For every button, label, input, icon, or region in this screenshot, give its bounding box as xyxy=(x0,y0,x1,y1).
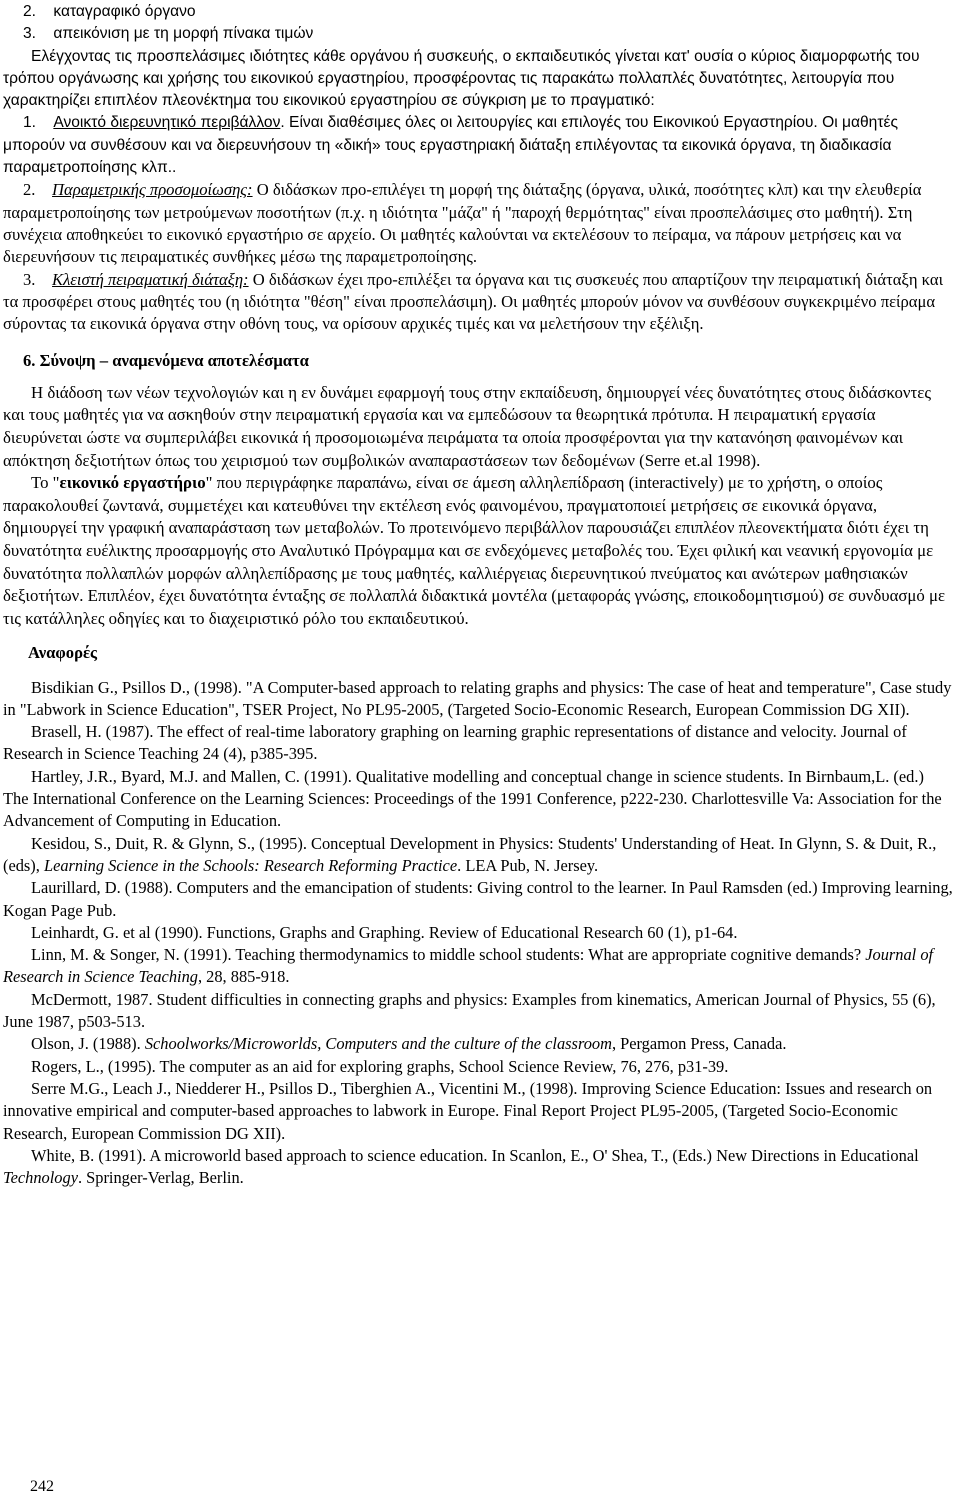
reference-item: Laurillard, D. (1988). Computers and the emancipation of students: Giving control to the learner. In Paul Ramsden (ed.) Improving learning, Kogan Page Pub. xyxy=(3,878,953,920)
reference-item xyxy=(3,1145,953,1190)
reference-item: Bisdikian G., Psillos D., (1998). "A Computer-based approach to relating graphs and physics: The case of heat and temperature", Case study in "Labwork in Science Education", TSER Project, No PL95-2005, (Targeted Socio-Economic Research, European Commission DG XII). xyxy=(3,677,952,719)
section-body xyxy=(3,382,953,631)
text-span: . LEA Pub, N. Jersey. xyxy=(457,855,599,875)
intro-paragraph: Ελέγχοντας τις προσπελάσιμες ιδιότητες κάθε οργάνου ή συσκευής, ο εκπαιδευτικός γίνεται κατ' ουσία ο κύριος διαμορφωτής του τρόπου οργάνωσης και χρήσης του εικονικού εργαστηρίου, προσφέροντας τις παρακάτω πολλαπλές δυνατότητες, λειτουργία που χαρακτηρίζει επιπλέον πλεονέκτημα του εικονικού εργαστηρίου σε σύγκριση με το πραγματικό: xyxy=(3,47,920,110)
page-number: 242 xyxy=(30,1478,54,1495)
mode-item-closed-setup xyxy=(3,269,953,336)
references-heading: Αναφορές xyxy=(28,643,98,663)
section-heading: 6. Σύνοψη – αναμενόμενα αποτελέσματα xyxy=(23,351,309,371)
mode-section xyxy=(3,0,953,179)
italic-title: Technology xyxy=(3,1168,78,1188)
reference-item xyxy=(3,833,953,878)
reference-item: Rogers, L., (1995). The computer as an aid for exploring graphs, School Science Review, 76, 276, p31-39. xyxy=(31,1056,729,1076)
summary-paragraph: Η διάδοση των νέων τεχνολογιών και η εν δυνάμει εφαρμογή τους στην εκπαίδευση, δημιουργεί νέες δυνατότητες στους διδάσκοντες και τους μαθητές για να ασκηθούν στην πειραματική εργασία και να εμπεδώσουν τα θεωρητικά πρότυπα. Η πειραματική εργασία διευρύνεται ώστε να συμπεριλάβει εικονικά ή προσομοιωμένα πειράματα τα οποία προσφέρονται για την κατανόηση φαινομένων και απόκτηση δεξιοτήτων όπως του χειρισμού των συμβολικών αναπαραστάσεων των δεδομένων (Serre et.al 1998). xyxy=(3,382,931,470)
references-list xyxy=(3,677,953,1190)
text-span: , 28, 885-918. xyxy=(197,967,290,987)
reference-item: Leinhardt, G. et al (1990). Functions, Graphs and Graphing. Review of Educational Research 60 (1), p1-64. xyxy=(31,922,738,942)
reference-item: McDermott, 1987. Student difficulties in connecting graphs and physics: Examples from kinematics, American Journal of Physics, 55 (6), June 1987, p503-513. xyxy=(3,989,936,1032)
text-span: Το " xyxy=(31,473,60,493)
mode-item-open-environment xyxy=(3,112,953,179)
mode-section-serif xyxy=(3,179,953,1189)
italic-title: Journal of Research in Science Teaching xyxy=(3,945,934,987)
virtual-lab-paragraph xyxy=(3,472,953,630)
mode-title: Κλειστή πειραματική διάταξη: xyxy=(52,269,249,289)
mode-text: Ο διδάσκων έχει προ-επιλέξει τα όργανα και τις συσκευές που απαρτίζουν την πειραματική διάταξη και τα προσφέρει στους μαθητές του (η ιδιότητα "θέση" είναι προσπελάσιμη). Οι μαθητές μπορούν μόνον να συνθέσουν συγκεκριμένο πείραμα σύροντας τα εικονικά όργανα στην οθόνη τους, να ορίσουν αρχικές τιμές και να μελετήσουν την εξέλιξη. xyxy=(3,269,944,334)
text-span: , Pergamon Press, Canada. xyxy=(611,1034,787,1054)
list-item: 2. καταγραφικό όργανο xyxy=(23,3,196,20)
list-number: 2. xyxy=(23,180,53,200)
document-page xyxy=(3,0,953,1189)
mode-title: Ανοικτό διερευνητικό περιβάλλον xyxy=(53,114,281,132)
list-number: 1. xyxy=(23,114,54,132)
italic-title: Schoolworks/Microworlds, Computers and the culture of the classroom xyxy=(144,1034,612,1054)
mode-text: Ο διδάσκων προ-επιλέγει τη μορφή της διάταξης (όργανα, υλικά, ποσότητες κλπ) και την ελευθερία παραμετροποίησης των μετρούμενων ποσοτήτων (π.χ. η ιδιότητα "μάζα" ή "παροχή θερμότητας" είναι προσπελάσιμες στο μαθητή). Στη συνέχεια αποθηκεύει το εικονικό εργαστήριο σε αρχείο. Οι μαθητές καλούνται να εκτελέσουν το πείραμα, να πάρουν μετρήσεις και να διερευνήσουν τις πειραματικές συνθήκες μέσω της παραμετροποίησης. xyxy=(3,180,922,267)
text-span: . Springer-Verlag, Berlin. xyxy=(77,1168,244,1188)
reference-item: Brasell, H. (1987). The effect of real-time laboratory graphing on learning graphic representations of distance and velocity. Journal of Research in Science Teaching 24 (4), p385-395. xyxy=(3,722,907,764)
mode-text: . Είναι διαθέσιμες όλες οι λειτουργίες και επιλογές του Εικονικού Εργαστηρίου. Οι μαθητές μπορούν να συνθέσουν και να διερευνήσουν τη «δική» τους εργαστηριακή διάταξη επιλέγοντας τα εικονικά όργανα, τη διαδικασία παραμετροποίησης κλπ.. xyxy=(3,114,898,177)
text-span: " που περιγράφηκε παραπάνω, είναι σε άμεση αλληλεπίδραση (interactively) με το χρήστη, ο οποίος παρακολουθεί ζωντανά, συμμετέχει και κατευθύνει την εκτέλεση ενός φαινομένου, πραγματοποιεί μετρήσεις σε εικονικά όργανα, δημιουργεί την γραφική αναπαράσταση των μεταβολών. Το προτεινόμενο περιβάλλον παρουσιάζει επιπλέον πλεονεκτήματα διότι έχει τη δυνατότητα ευέλικτης προσαρμογής στο Αναλυτικό Πρόγραμμα και σε ενδεχόμενες μεταβολές του. Έχει φιλική και νεανική εργονομία με δυνατότητα πολλαπλών μορφών αλληλεπίδρασης με τους μαθητές, καλλιέργειας διερευνητικού πνεύματος και ανώτερων μαθησιακών δεξιοτήτων. Επιπλέον, έχει δυνατότητα ένταξης σε πολλαπλά διδακτικά μοντέλα (μεταφοράς γνώσης, εποικοδομητισμού) σε συνδυασμό με τις κατάλληλες οδηγίες και το διαχειριστικό ρόλο του εκπαιδευτικού. xyxy=(3,473,946,628)
text-span: Kesidou, S., Duit, R. & Glynn, S., (1995). Conceptual Development in Physics: Students' Understanding of Heat. In Glynn, S. & Duit, R., (eds), xyxy=(3,833,937,875)
text-span: Linn, M. & Songer, N. (1991). Teaching thermodynamics to middle school students: What are appropriate cognitive demands? xyxy=(31,945,866,965)
reference-item: Hartley, J.R., Byard, M.J. and Mallen, C. (1991). Qualitative modelling and conceptual change in science students. In Birnbaum,L. (ed.) The International Conference on the Learning Sciences: Proceedings of the 1991 Conference, p222-230. Charlottesville Va: Association for the Advancement of Computing in Education. xyxy=(3,766,942,831)
text-span: White, B. (1991). A microworld based approach to science education. In Scanlon, E., O' Shea, T., (Eds.) New Directions in Educational xyxy=(31,1145,919,1165)
reference-item: Serre M.G., Leach J., Niedderer H., Psillos D., Tiberghien A., Vicentini M., (1998). Improving Science Education: Issues and research on innovative empirical and computer-based approaches to labwork in Europe. Final Report Project PL95-2005, (Targeted Socio-Economic Research, European Commission DG XII). xyxy=(3,1078,933,1143)
list-number: 3. xyxy=(23,269,53,289)
mode-title: Παραμετρικής προσομοίωσης: xyxy=(52,180,253,200)
reference-item xyxy=(3,1033,953,1055)
list-item: 3. απεικόνιση με τη μορφή πίνακα τιμών xyxy=(23,25,314,43)
text-span: Olson, J. (1988). xyxy=(31,1034,145,1054)
mode-item-parametric-simulation xyxy=(3,179,953,268)
reference-item xyxy=(3,944,953,989)
bold-term: εικονικό εργαστήριο xyxy=(59,473,206,493)
italic-title: Learning Science in the Schools: Research Reforming Practice xyxy=(43,855,458,875)
